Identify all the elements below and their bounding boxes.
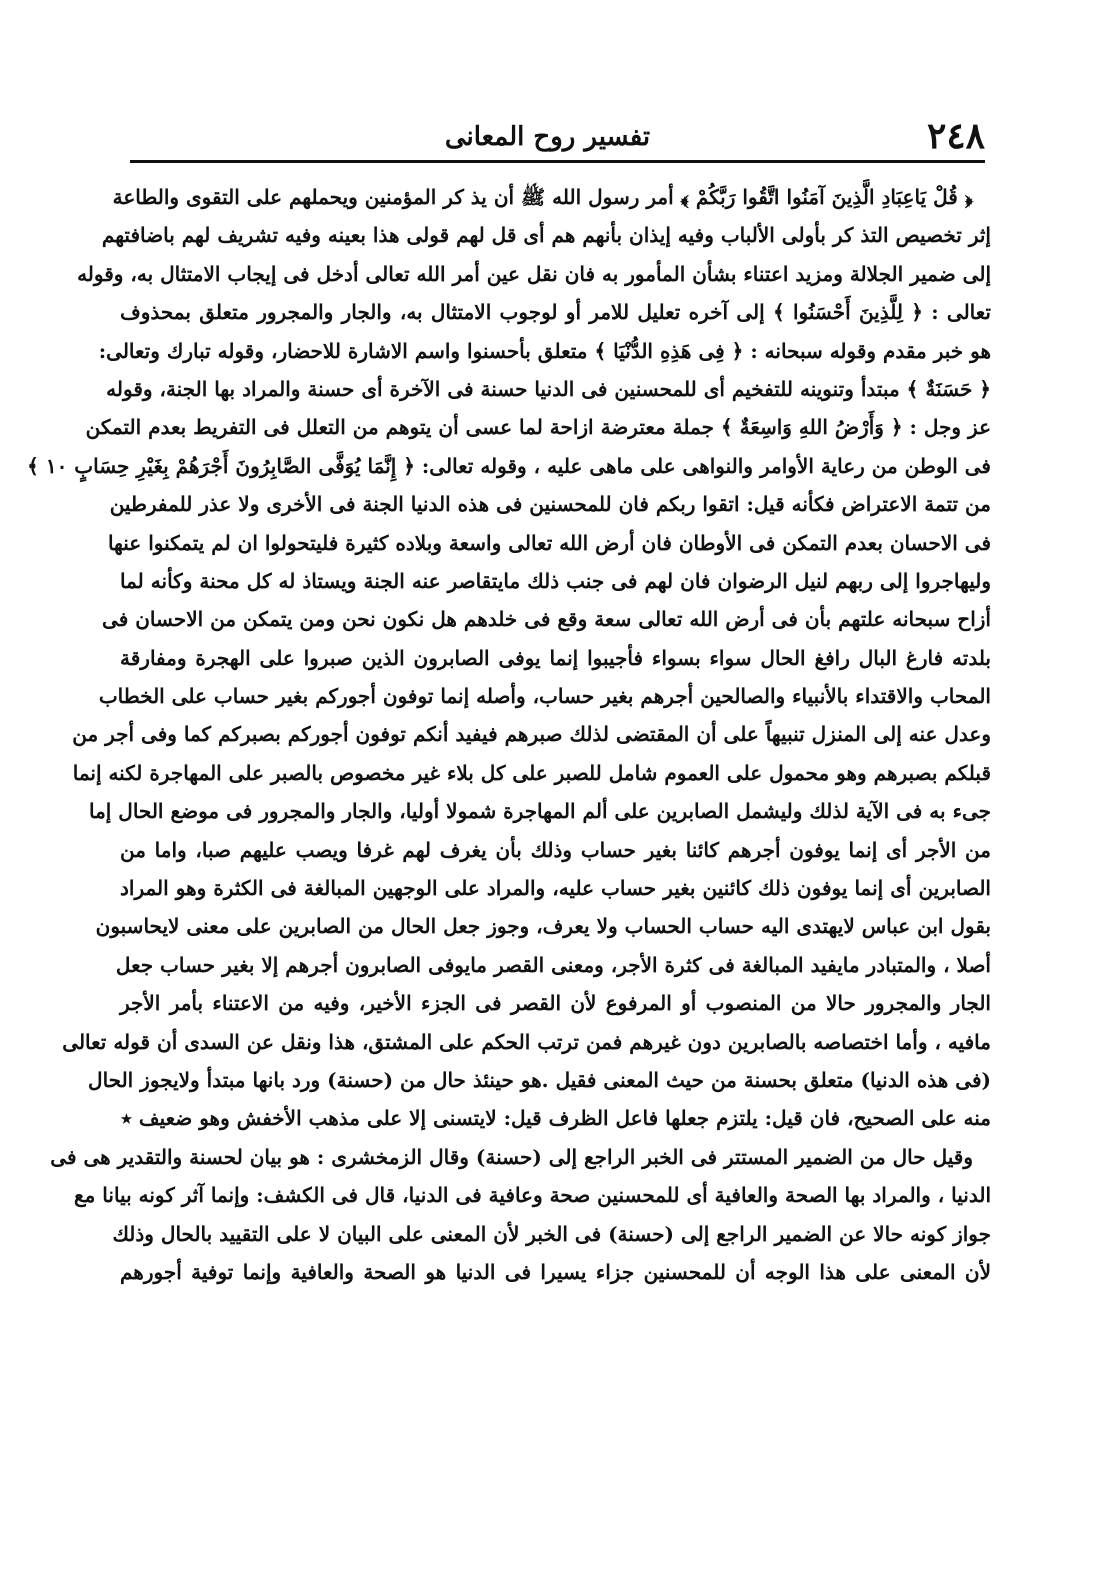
header-rule xyxy=(130,160,985,163)
running-title: تفسير روح المعانى xyxy=(444,122,651,152)
page-number: ٢٤٨ xyxy=(926,115,985,157)
text-line: هو خبر مقدم وقوله سبحانه : ﴿ فِى هَذِهِ الدُّنْيَا ﴾ متعلق بأحسنوا واسم الاشارة للاحضار، وقوله تبارك وتعالى: xyxy=(98,338,991,363)
text-line: أزاح سبحانه علتهم بأن فى أرض الله تعالى سعة وقع فى خلدهم هل نكون نحن ومن يتمكن من الاحسان فى xyxy=(102,607,991,632)
text-line: الجار والمجرور حالا من المنصوب أو المرفوع لأن القصر فى الجزء الأخير، وفيه من الاعتناء بأمر الأجر xyxy=(120,991,991,1016)
text-line: من الأجر أى إنما يوفون أجرهم كائنا بغير حساب وذلك بأن يغرف لهم غرفا ويصب عليهم صبا، واما من xyxy=(120,837,991,862)
text-line: منه على الصحيح، فان قيل: يلتزم جعلها فاعل الظرف قيل: لايتسنى إلا على مذهب الأخفش وهو ضعيف ٭ xyxy=(121,1106,991,1131)
text-line: لأن المعنى على هذا الوجه أن للمحسنين جزاء يسيرا فى الدنيا هو الصحة والعافية وإنما توفية أجورهم xyxy=(120,1259,991,1284)
text-line: إثر تخصيص التذ كر بأولى الألباب وفيه إيذان بأنهم هم أى قل لهم قولى هذا بعينه وفيه تشريف لهم باضافتهم xyxy=(101,223,991,248)
body-text xyxy=(27,178,992,1291)
text-line: وقيل حال من الضمير المستتر فى الخبر الراجع إلى (حسنة) وقال الزمخشرى : هو بيان لحسنة والتقدير هى فى xyxy=(50,1144,973,1169)
text-line: بلدته فارغ البال رافغ الحال سواء بسواء فأجيبوا إنما يوفى الصابرون الذين صبروا على الهجرة ومفارقة xyxy=(120,645,992,670)
text-line: قبلكم بصبرهم وهو محمول على العموم شامل للصبر على كل بلاء غير مخصوص بالصبر على المهاجرة لكنه إنما xyxy=(72,760,991,785)
text-line: جىء به فى الآية لذلك وليشمل الصابرين على ألم المهاجرة شمولا أوليا، والجار والمجرور فى موضع الحال إما xyxy=(88,799,991,824)
text-line: عز وجل : ﴿ وَأَرْضُ اللهِ وَاسِعَةٌ ﴾ جملة معترضة ازاحة لما عسى أن يتوهم من التعلل فى التفريط بعدم التمكن xyxy=(85,415,991,440)
text-line: فى الاحسان بعدم التمكن فى الأوطان فان أرض الله تعالى واسعة وبلاده كثيرة فليتحولوا ان لم يتمكنوا عنها xyxy=(107,530,991,555)
text-line: مافيه ، وأما اختصاصه بالصابرين دون غيرهم فمن ترتب الحكم على المشتق، هذا ونقل عن السدى أن قوله تعالى xyxy=(62,1029,991,1054)
text-line: المحاب والاقتداء بالأنبياء والصالحين أجرهم بغير حساب، وأصله إنما توفون أجوركم بغير حساب على الخطاب xyxy=(98,684,991,709)
text-line: (فى هذه الدنيا) متعلق بحسنة من حيث المعنى فقيل .هو حينئذ حال من (حسنة) ورد بانها مبتدأ ولايجوز الحال xyxy=(88,1067,991,1092)
text-line: ﴿ حَسَنَةٌ ﴾ مبتدأ وتنوينه للتفخيم أى للمحسنين فى الدنيا حسنة فى الآخرة أى حسنة والمراد بها الجنة، وقوله xyxy=(106,376,991,401)
text-line: وعدل عنه إلى المنزل تنبيهاً على أن المقتضى لذلك صبرهم فيفيد أنكم توفون أجوركم بصبركم كما وفى أجر من xyxy=(72,722,991,747)
text-line: فى الوطن من رعاية الأوامر والنواهى على ماهى عليه ، وقوله تعالى: ﴿ إِنَّمَا يُوَفَّى الصَّابِرُونَ أَجْرَهُمْ بِغَيْرِ حِسَابٍ ١٠ ﴾ xyxy=(27,453,991,478)
text-line: جواز كونه حالا عن الضمير الراجع إلى (حسنة) فى الخبر لأن المعنى على البيان لا على التقييد بالحال وذلك xyxy=(112,1221,991,1246)
text-line: إلى ضمير الجلالة ومزيد اعتناء بشأن المأمور به فان نقل عين أمر الله تعالى أدخل فى إيجاب الامتثال به، وقوله xyxy=(77,261,991,286)
text-line: الدنيا ، والمراد بها الصحة والعافية أى للمحسنين صحة وعافية فى الدنيا، قال فى الكشف: وإنما آثر كونه بيانا مع xyxy=(73,1183,991,1208)
text-line: وليهاجروا إلى ربهم لنيل الرضوان فان لهم فى جنب ذلك مايتقاصر عنه الجنة ويستاذ له كل محنة وكأنه لما xyxy=(120,568,991,593)
text-line: أصلا ، والمتبادر مايفيد المبالغة فى كثرة الأجر، ومعنى القصر مايوفى الصابرون أجرهم إلا بغير حساب جعل xyxy=(115,952,991,977)
text-line: تعالى : ﴿ لِلَّذِينَ أَحْسَنُوا ﴾ إلى آخره تعليل للامر أو لوجوب الامتثال به، والجار والمجرور متعلق بمحذوف xyxy=(120,300,991,325)
text-line: من تتمة الاعتراض فكأنه قيل: اتقوا ربكم فان للمحسنين فى هذه الدنيا الجنة فى الأخرى ولا عذر للمفرطين xyxy=(109,492,991,517)
text-line: بقول ابن عباس لايهتدى اليه حساب الحساب ولا يعرف، وجوز جعل الحال من الصابرين على معنى لايحاسبون xyxy=(95,914,991,939)
text-line: ﴿ قُلْ يَاعِبَادِ الَّذِينَ آمَنُوا اتَّقُوا رَبَّكُمْ ﴾ أمر رسول الله ﷺ أن يذ كر المؤمنين ويحملهم على التقوى والطاعة xyxy=(112,185,973,209)
page-header xyxy=(110,116,985,162)
text-line: الصابرين أى إنما يوفون ذلك كائنين بغير حساب عليه، والمراد على الوجهين المبالغة فى الكثرة وهو المراد xyxy=(120,876,991,901)
